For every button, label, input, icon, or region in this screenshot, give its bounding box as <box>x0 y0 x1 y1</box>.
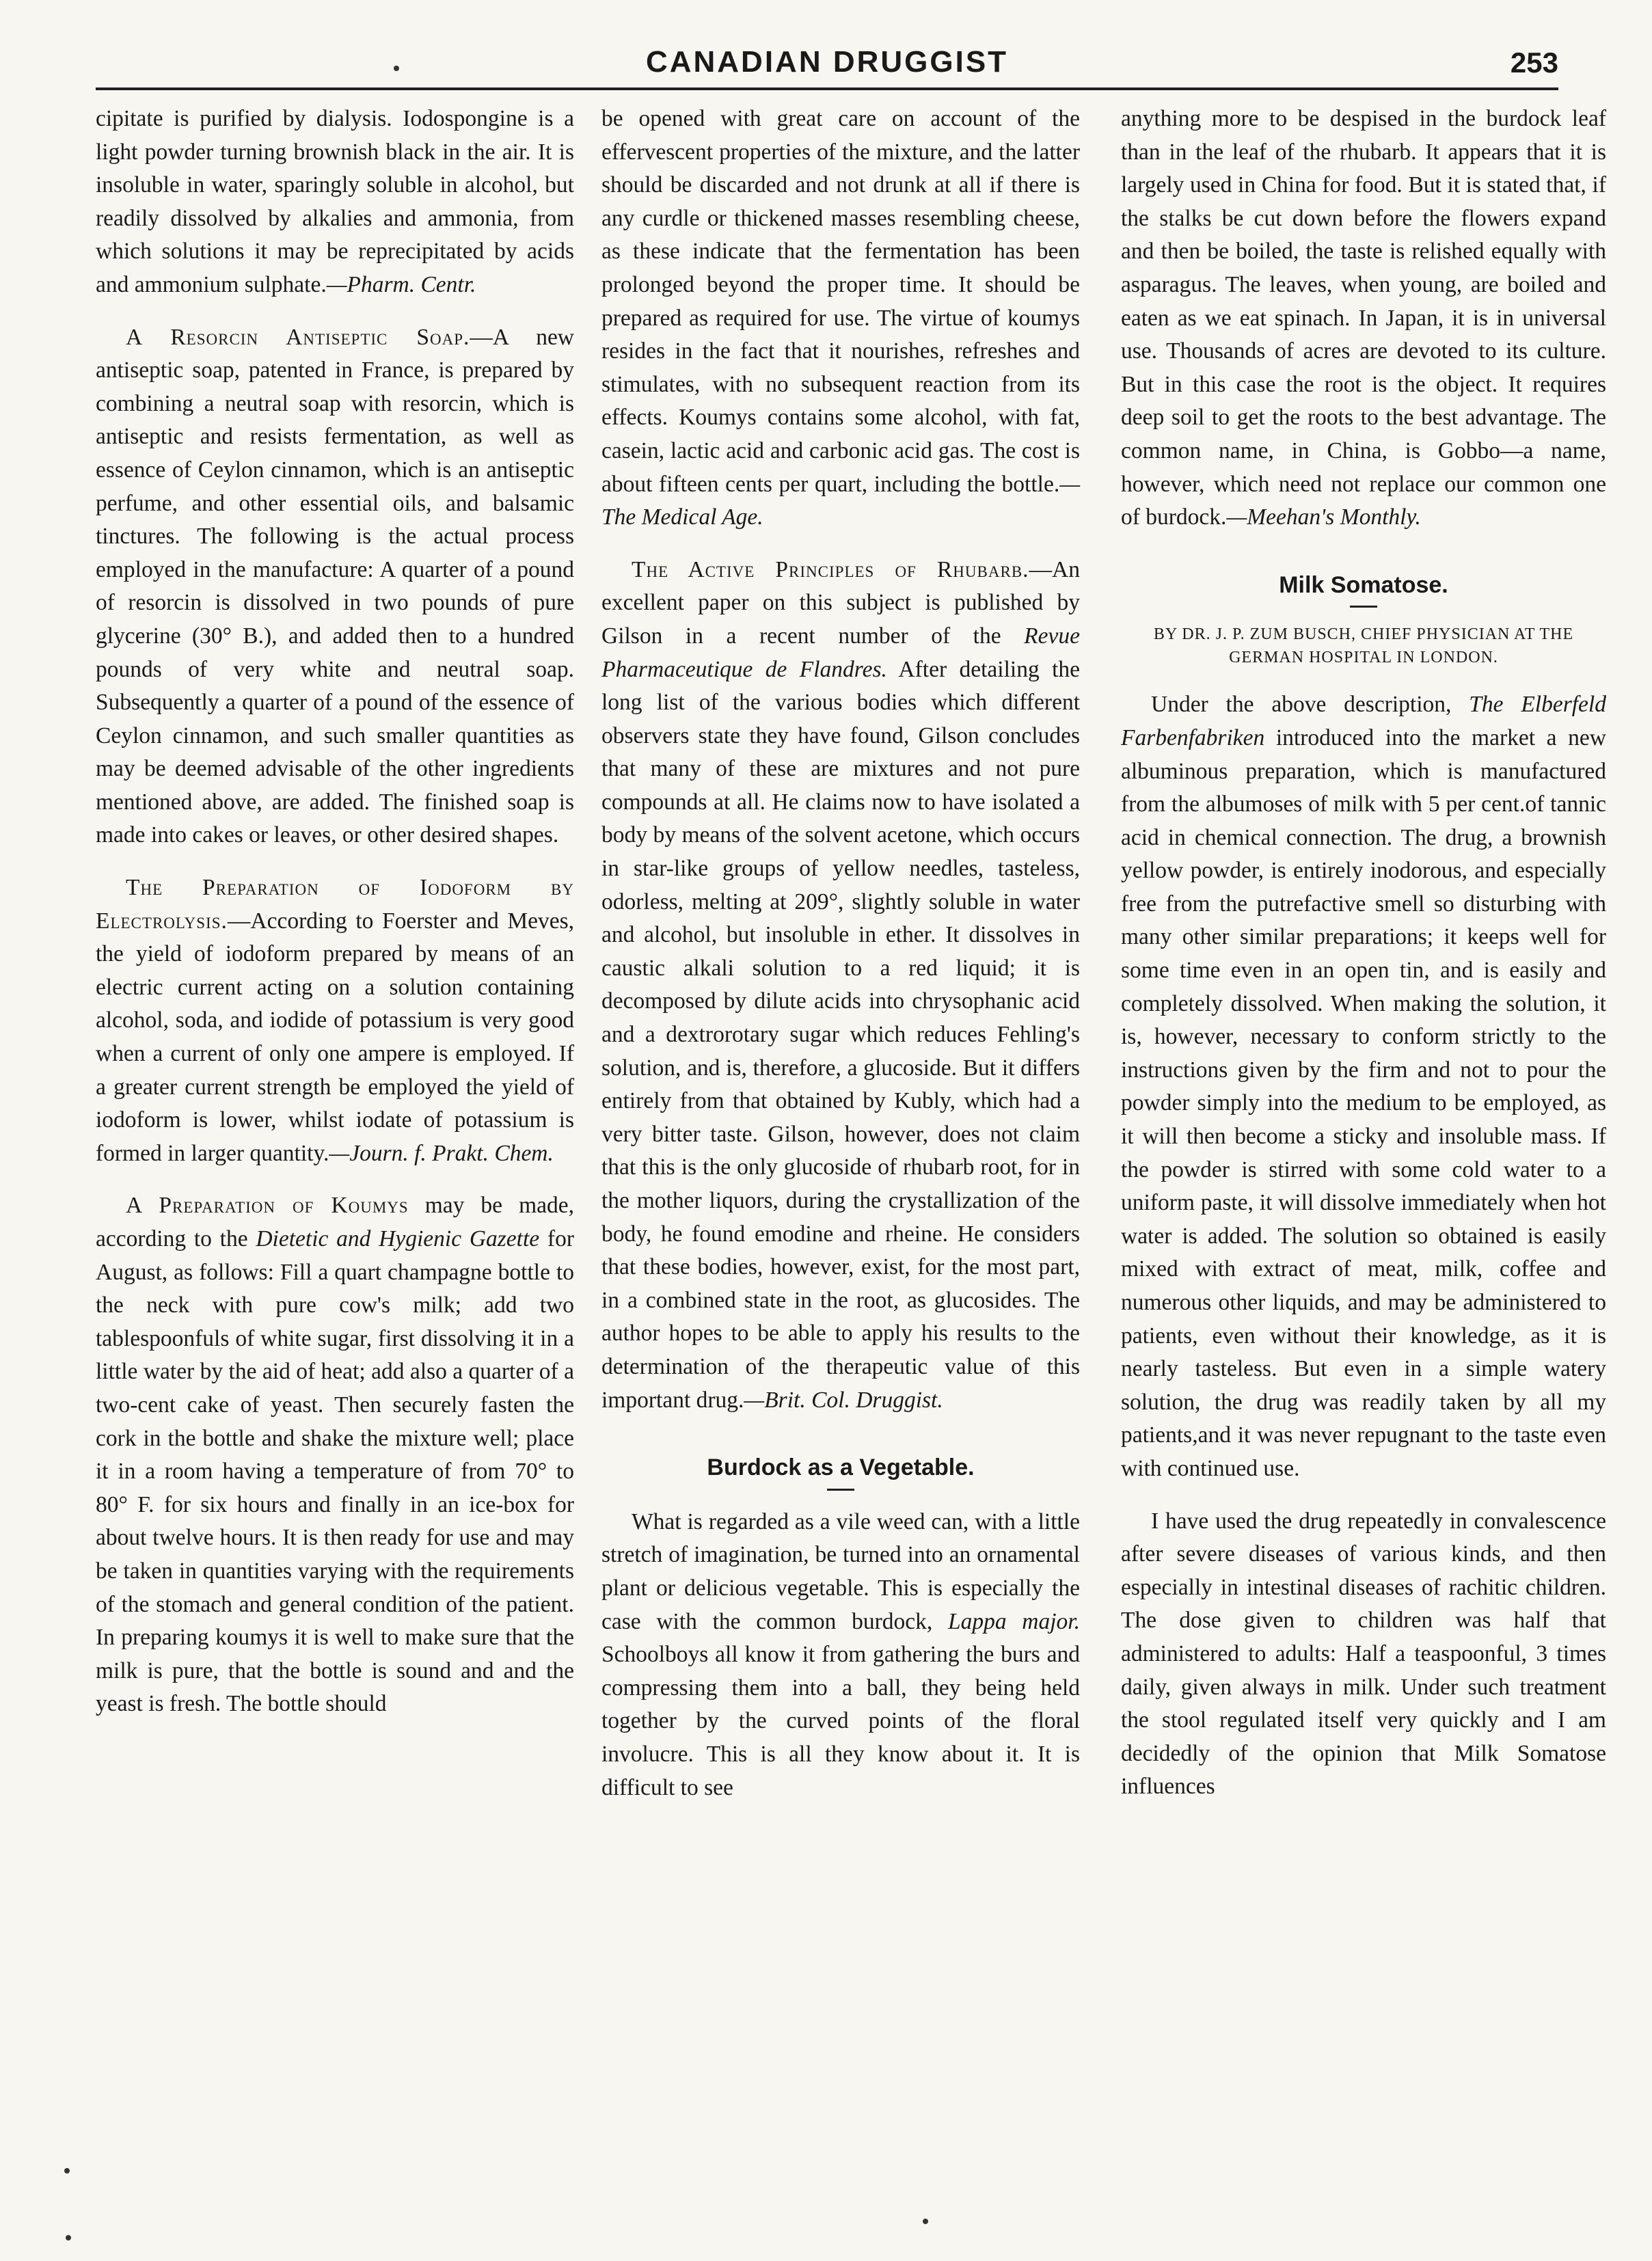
column-3 <box>1121 103 1606 1823</box>
paragraph-burdock-continued <box>1121 103 1606 534</box>
paragraph-text: —According to Foerster and Meves, the yield of iodoform prepared by means of an electric current acting on a solution containing alcohol, soda, and iodide of potassium is very good when a current of only one ampere is employed. If a greater current strength be employed the yield of iodoform is lower, whilst iodate of potassium is formed in larger quantity. <box>96 908 574 1166</box>
print-speck <box>394 66 399 71</box>
paragraph-text: —An excellent paper on this subject is published by Gilson in a recent number of the <box>601 556 1080 649</box>
paragraph-burdock <box>601 1506 1080 1804</box>
species-name: Lappa major. <box>947 1608 1080 1634</box>
paragraph-koumys <box>96 1189 574 1721</box>
print-speck <box>923 2219 928 2224</box>
section-title-milk-somatose: Milk Somatose. <box>1279 571 1448 598</box>
paragraph-text: Schoolboys all know it from gathering the burs and compressing them into a ball, they being held together by the curved points of the floral involucre. This is all they know about it. It is difficult to see <box>601 1642 1080 1800</box>
article-heading: The Preparation of Iodoform by Electrolysis. <box>96 875 574 934</box>
title-rule <box>827 1489 854 1491</box>
paragraph-text: introduced into the market a new albuminous preparation, which is manufactured from the albumoses of milk with 5 per cent.of tannic acid in chemical connection. The drug, a brownish yellow powder, is entirely inodorous, and especially free from the putrefactive smell so disturbing with many other similar preparations; it keeps well for some time even in an open tin, and is easily and completely dissolved. When making the solution, it is, however, necessary to conform strictly to the instructions given by the firm and not to pour the powder simply into the medium to be employed, as it will then become a sticky and insoluble mass. If the powder is stirred with some cold water to a uniform paste, it will dissolve immediately when hot water is added. The solution so obtained is easily mixed with extract of meat, milk, coffee and numerous other liquids, and may be administered to patients, even without their knowledge, as it is nearly tasteless. But even in a simple watery solution, the drug was readily taken by all my patients,and it was never repugnant to the taste even with continued use. <box>1121 725 1606 1481</box>
author-byline: BY DR. J. P. ZUM BUSCH, CHIEF PHYSICIAN AT THE GERMAN HOSPITAL IN LONDON. <box>1153 625 1574 667</box>
title-rule <box>1350 606 1377 608</box>
article-heading: A Resorcin Antiseptic Soap. <box>126 324 470 350</box>
company-name: The Elberfeld Farbenfabriken <box>1121 692 1606 750</box>
paragraph-text: cipitate is purified by dialysis. Iodospongine is a light powder turning brownish black in the air. It is insoluble in water, sparingly soluble in alcohol, but readily dissolved by alkalies and ammonia, from which solutions it may be reprecipitated by acids and ammonium sulphate. <box>96 106 574 297</box>
paragraph-dosage <box>1121 1505 1606 1804</box>
source-citation: —Pharm. Centr. <box>326 271 476 297</box>
print-speck <box>64 2168 70 2174</box>
page-number: 253 <box>1510 46 1558 79</box>
paragraph-iodospongine <box>96 103 574 302</box>
journal-title: CANADIAN DRUGGIST <box>645 45 1009 79</box>
paragraph-text: After detailing the long list of the various bodies which different observers state they have found, Gilson concludes that many of these are mixtures and not pure compounds at all. He claims now to have isolated a body by means of the solvent acetone, which occurs in star-like groups of yellow needles, tasteless, odorless, melting at 209°, slightly soluble in water and alcohol, but insoluble in ether. It dissolves in caustic alkali solution to a red liquid; it is decomposed by dilute acids into chrysophanic acid and a dextrorotary sugar which reduces Fehling's solution, and is, therefore, a glucoside. But it differs entirely from that obtained by Kubly, which had a very bitter taste. Gilson, however, does not claim that this is the only glucoside of rhubarb root, for in the mother liquors, during the crystallization of the body, he found emodine and rheine. He considers that these bodies, however, exist, for the most part, in a combined state in the root, as glucosides. The author hopes to be able to apply his results to the determination of the therapeutic value of this important drug. <box>601 656 1080 1413</box>
paragraph-text: What is regarded as a vile weed can, with a little stretch of imagination, be turned into an ornamental plant or delicious vegetable. This is especially the case with the common burdock, <box>601 1508 1080 1634</box>
publication-reference: Dietetic and Hygienic Gazette <box>256 1226 540 1251</box>
paragraph-text: for August, as follows: Fill a quart champagne bottle to the neck with pure cow's milk; add two tablespoonfuls of white sugar, first dissolving it in a little water by the aid of heat; add also a quarter of a two-cent cake of yeast. Then securely fasten the cork in the bottle and shake the mixture well; place it in a room having a temperature of from 70° to 80° F. for six hours and finally in an ice-box for about twelve hours. It is then ready for use and may be taken in quantities varying with the requirements of the stomach and general condition of the patient. In preparing koumys it is well to make sure that the milk is pure, that the bottle is sound and and the yeast is fresh. The bottle should <box>96 1226 574 1717</box>
paragraph-iodoform <box>96 871 574 1170</box>
paragraph-text: Under the above description, <box>1151 692 1470 718</box>
paragraph-rhubarb <box>601 554 1080 1417</box>
paragraph-text: be opened with great care on account of the effervescent properties of the mixture, and the latter should be discarded and not drunk at all if there is any curdle or thickened masses resembling cheese, as these indicate that the fermentation has been prolonged beyond the proper time. It should be prepared as required for use. The virtue of koumys resides in the fact that it nourishes, refreshes and stimulates, with no subsequent reaction from its effects. Koumys contains some alcohol, with fat, casein, lactic acid and carbonic acid gas. The cost is about fifteen cents per quart, including the bottle. <box>601 106 1080 497</box>
paragraph-koumys-continued <box>601 103 1080 534</box>
section-title-burdock: Burdock as a Vegetable. <box>707 1454 975 1481</box>
source-citation: —Journ. f. Prakt. Chem. <box>329 1140 554 1166</box>
column-1 <box>96 103 574 1740</box>
paragraph-text: may be made, according to the <box>96 1193 574 1251</box>
publication-reference: Revue Pharmaceutique de Flandres. <box>601 623 1080 682</box>
paragraph-resorcin-soap <box>96 321 574 853</box>
print-speck <box>66 2235 71 2240</box>
source-citation: —Meehan's Monthly. <box>1226 504 1421 530</box>
source-citation: —The Medical Age. <box>601 471 1080 530</box>
article-heading: The Active Principles of Rhubarb. <box>632 556 1029 582</box>
article-heading: A Preparation of Koumys <box>126 1193 409 1219</box>
source-citation: —Brit. Col. Druggist. <box>744 1387 943 1413</box>
paragraph-milk-somatose <box>1121 688 1606 1485</box>
paragraph-text: —A new antiseptic soap, patented in France, is prepared by combining a neutral soap with resorcin, which is antiseptic and resists fermentation, as well as essence of Ceylon cinnamon, which is an antiseptic perfume, and other essential oils, and balsamic tinctures. The following is the actual process employed in the manufacture: A quarter of a pound of resorcin is dissolved in two pounds of pure glycerine (30° B.), and added then to a hundred pounds of very white and neutral soap. Subsequently a quarter of a pound of the essence of Ceylon cinnamon, and such smaller quantities as may be deemed advisable of the other ingredients mentioned above, are added. The finished soap is made into cakes or leaves, or other desired shapes. <box>96 324 575 848</box>
paragraph-text: anything more to be despised in the burdock leaf than in the leaf of the rhubarb. It appears that it is largely used in China for food. But it is stated that, if the stalks be cut down before the flowers expand and then be boiled, the taste is relished equally with asparagus. The leaves, when young, are boiled and eaten as we eat spinach. In Japan, it is in universal use. Thousands of acres are devoted to its culture. But in this case the root is the object. It requires deep soil to get the roots to the best advantage. The common name, in China, is Gobbo—a name, however, which need not replace our common one of burdock. <box>1121 106 1606 530</box>
paragraph-text: I have used the drug repeatedly in convalescence after severe diseases of various kinds, and then especially in intestinal diseases of rachitic children. The dose given to children was half that administered to adults: Half a teaspoonful, 3 times daily, given always in milk. Under such treatment the stool regulated itself very quickly and I am decidedly of the opinion that Milk Somatose influences <box>1121 1508 1606 1800</box>
column-2 <box>601 103 1080 1824</box>
page-header <box>96 40 1558 90</box>
